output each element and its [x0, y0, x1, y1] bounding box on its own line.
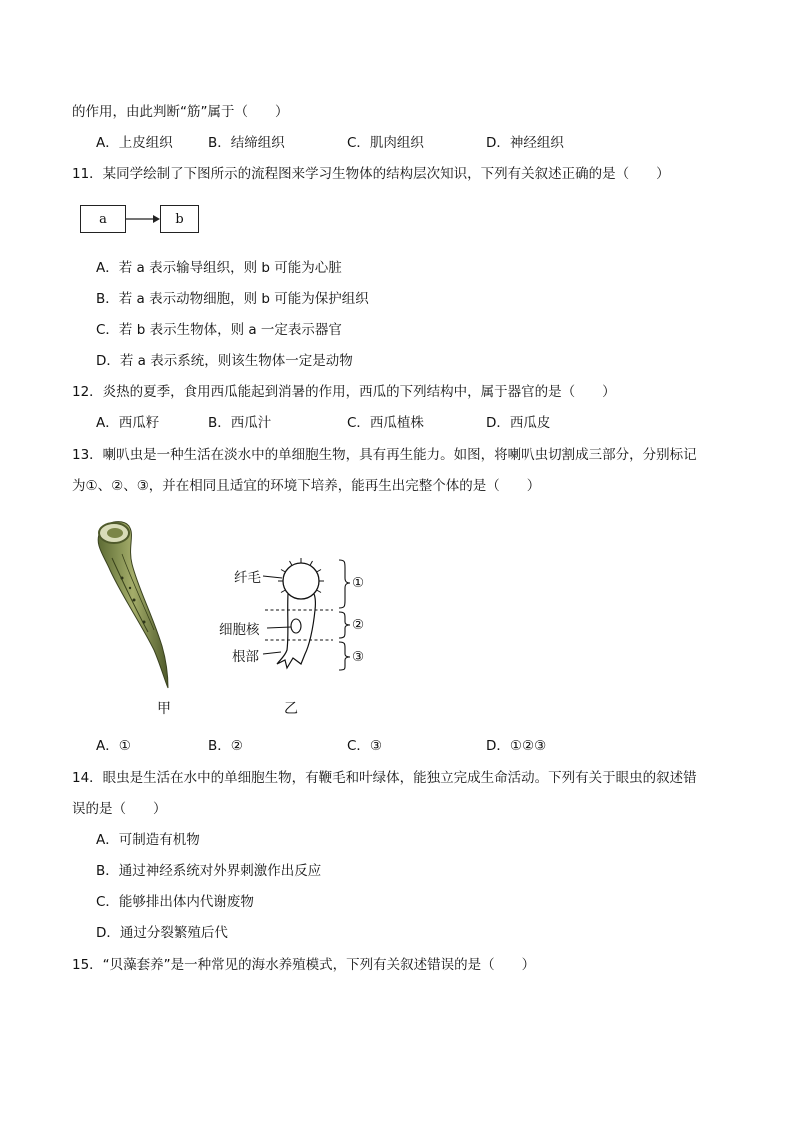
label-cilia: 纤毛 — [234, 570, 261, 586]
q14-option-c[interactable]: C．能够排出体内代谢废物 — [96, 894, 254, 910]
q14-option-d[interactable]: D．通过分裂繁殖后代 — [96, 925, 228, 941]
q11-stem: 11．某同学绘制了下图所示的流程图来学习生物体的结构层次知识，下列有关叙述正确的是（ ） — [72, 166, 670, 182]
q13-option-b[interactable]: B．② — [208, 738, 243, 754]
stentor-illustration — [82, 518, 182, 694]
q11-option-d[interactable]: D．若 a 表示系统，则该生物体一定是动物 — [96, 353, 353, 369]
figure-jia-caption: 甲 — [157, 701, 171, 717]
figure-yi-caption: 乙 — [284, 701, 298, 717]
q11-option-b[interactable]: B．若 a 表示动物细胞，则 b 可能为保护组织 — [96, 291, 369, 307]
flow-box-a: a — [80, 205, 126, 233]
part-2-marker: ② — [352, 617, 365, 633]
q11-option-c[interactable]: C．若 b 表示生物体，则 a 一定表示器官 — [96, 322, 342, 338]
q13-option-d[interactable]: D．①②③ — [486, 738, 547, 754]
q12-stem: 12．炎热的夏季，食用西瓜能起到消暑的作用，西瓜的下列结构中，属于器官的是（ ） — [72, 384, 616, 400]
q14-option-a[interactable]: A．可制造有机物 — [96, 832, 200, 848]
q11-flowchart — [80, 205, 200, 235]
label-root: 根部 — [232, 649, 259, 665]
part-3-marker: ③ — [352, 649, 365, 665]
q12-option-a[interactable]: A．西瓜籽 — [96, 415, 160, 431]
q12-option-b[interactable]: B．西瓜汁 — [208, 415, 272, 431]
q13-stem-line1: 13．喇叭虫是一种生活在淡水中的单细胞生物，具有再生能力。如图，将喇叭虫切割成三部分，分别标记 — [72, 447, 697, 463]
q10-option-b[interactable]: B．结缔组织 — [208, 135, 285, 151]
q11-option-a[interactable]: A．若 a 表示输导组织，则 b 可能为心脏 — [96, 260, 342, 276]
stentor-diagram — [205, 548, 375, 676]
q12-option-d[interactable]: D．西瓜皮 — [486, 415, 551, 431]
q13-option-c[interactable]: C．③ — [347, 738, 383, 754]
q10-option-c[interactable]: C．肌肉组织 — [347, 135, 424, 151]
label-nucleus: 细胞核 — [219, 622, 260, 638]
flow-arrow-icon — [124, 205, 161, 235]
part-1-marker: ① — [352, 575, 365, 591]
flow-box-b: b — [160, 205, 199, 233]
q10-option-d[interactable]: D．神经组织 — [486, 135, 564, 151]
q10-stem-continuation: 的作用，由此判断“筋”属于（ ） — [72, 104, 289, 120]
q13-stem-line2: 为①、②、③，并在相同且适宜的环境下培养，能再生出完整个体的是（ ） — [72, 478, 541, 494]
q15-stem: 15．“贝藻套养”是一种常见的海水养殖模式，下列有关叙述错误的是（ ） — [72, 957, 536, 973]
q14-option-b[interactable]: B．通过神经系统对外界刺激作出反应 — [96, 863, 322, 879]
q10-option-a[interactable]: A．上皮组织 — [96, 135, 173, 151]
q12-option-c[interactable]: C．西瓜植株 — [347, 415, 424, 431]
q14-stem-line2: 误的是（ ） — [72, 801, 167, 817]
q14-stem-line1: 14．眼虫是生活在水中的单细胞生物，有鞭毛和叶绿体，能独立完成生命活动。下列有关于眼虫的叙述错 — [72, 770, 697, 786]
q13-option-a[interactable]: A．① — [96, 738, 131, 754]
